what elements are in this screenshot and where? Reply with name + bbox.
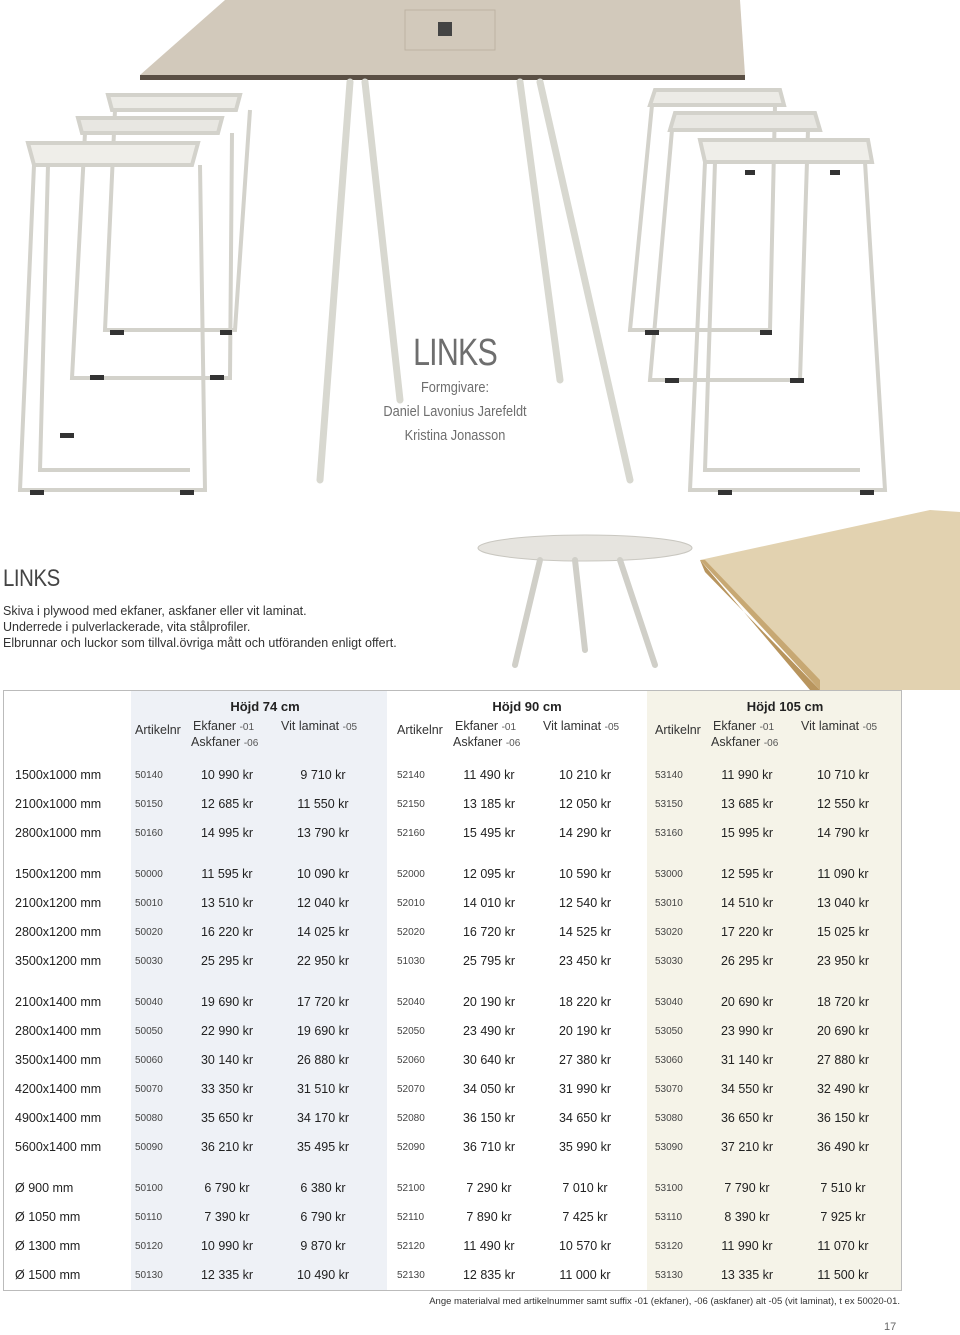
table-row <box>4 790 901 819</box>
artikel-cell: 50070 <box>135 1084 163 1095</box>
vit-laminat-suffix: -05 <box>604 722 620 733</box>
size-cell: 4900x1400 mm <box>15 1111 102 1125</box>
description-line-2: Underrede i pulverlackerade, vita stålprofiler. <box>3 620 251 634</box>
table-row <box>4 1261 901 1290</box>
artikel-cell: 52150 <box>397 799 425 810</box>
size-cell: 5600x1400 mm <box>15 1140 102 1154</box>
size-cell: 4200x1400 mm <box>15 1082 102 1096</box>
artikel-label: Artikelnr <box>397 723 443 737</box>
artikel-cell: 50120 <box>135 1241 163 1252</box>
price-laminate-cell: 20 190 kr <box>558 1024 612 1038</box>
price-table <box>3 690 902 1291</box>
price-laminate-cell: 23 450 kr <box>558 954 612 968</box>
price-veneer-cell: 37 210 kr <box>720 1140 774 1154</box>
description-line-3: Elbrunnar och luckor som tillval.övriga mått och utföranden enligt offert. <box>3 636 397 650</box>
askfaner-label <box>191 735 258 749</box>
artikel-cell: 52140 <box>397 770 425 781</box>
askfaner-suffix: -06 <box>763 738 779 749</box>
artikel-cell: 52080 <box>397 1113 425 1124</box>
artikel-cell: 50110 <box>135 1212 163 1223</box>
price-laminate-cell: 32 490 kr <box>816 1082 870 1096</box>
price-laminate-cell: 19 690 kr <box>296 1024 350 1038</box>
askfaner-label <box>453 735 520 749</box>
price-veneer-cell: 30 140 kr <box>200 1053 254 1067</box>
price-veneer-cell: 31 140 kr <box>720 1053 774 1067</box>
artikel-cell: 52010 <box>397 898 425 909</box>
price-laminate-cell: 11 500 kr <box>817 1268 869 1282</box>
table-row <box>4 1174 901 1203</box>
size-cell: 3500x1200 mm <box>15 954 102 968</box>
artikel-cell: 53070 <box>655 1084 683 1095</box>
price-veneer-cell: 7 390 kr <box>204 1210 250 1224</box>
designer-block <box>360 330 550 448</box>
size-cell: 2800x1200 mm <box>15 925 102 939</box>
price-veneer-cell: 12 335 kr <box>200 1268 254 1282</box>
artikel-cell: 53010 <box>655 898 683 909</box>
price-laminate-cell: 10 490 kr <box>296 1268 350 1282</box>
artikel-cell: 50050 <box>135 1026 163 1037</box>
table-row <box>4 1232 901 1261</box>
price-veneer-cell: 15 995 kr <box>720 826 774 840</box>
price-laminate-cell: 11 070 kr <box>817 1239 869 1253</box>
price-laminate-cell: 7 010 kr <box>562 1181 608 1195</box>
artikel-cell: 52020 <box>397 927 425 938</box>
artikel-cell: 53050 <box>655 1026 683 1037</box>
price-laminate-cell: 34 170 kr <box>296 1111 350 1125</box>
size-cell: 1500x1000 mm <box>15 768 102 782</box>
artikel-cell: 50100 <box>135 1183 163 1194</box>
price-laminate-cell: 31 990 kr <box>558 1082 612 1096</box>
price-veneer-cell: 12 095 kr <box>462 867 516 881</box>
artikel-cell: 53000 <box>655 869 683 880</box>
price-veneer-cell: 11 990 kr <box>721 1239 773 1253</box>
artikel-cell: 53130 <box>655 1270 683 1281</box>
table-row <box>4 860 901 889</box>
artikel-cell: 53080 <box>655 1113 683 1124</box>
price-laminate-cell: 27 380 kr <box>558 1053 612 1067</box>
ekfaner-text: Ekfaner <box>455 719 502 733</box>
artikel-cell: 50090 <box>135 1142 163 1153</box>
artikel-cell: 50060 <box>135 1055 163 1066</box>
ekfaner-suffix: -01 <box>501 722 517 733</box>
price-veneer-cell: 7 890 kr <box>466 1210 512 1224</box>
artikel-cell: 53160 <box>655 828 683 839</box>
price-veneer-cell: 36 710 kr <box>462 1140 516 1154</box>
description <box>3 603 397 651</box>
height-header: Höjd 90 cm <box>492 699 562 714</box>
price-veneer-cell: 11 595 kr <box>201 867 253 881</box>
price-veneer-cell: 30 640 kr <box>462 1053 516 1067</box>
size-cell: 3500x1400 mm <box>15 1053 102 1067</box>
table-row <box>4 918 901 947</box>
price-veneer-cell: 23 990 kr <box>720 1024 774 1038</box>
artikel-cell: 53100 <box>655 1183 683 1194</box>
vit-laminat-suffix: -05 <box>342 722 358 733</box>
height-header: Höjd 105 cm <box>746 699 824 714</box>
price-laminate-cell: 10 590 kr <box>558 867 612 881</box>
ekfaner-label <box>193 719 254 733</box>
artikel-cell: 52070 <box>397 1084 425 1095</box>
price-laminate-cell: 14 790 kr <box>816 826 870 840</box>
table-row <box>4 1046 901 1075</box>
size-cell: 2800x1000 mm <box>15 826 102 840</box>
artikel-cell: 52100 <box>397 1183 425 1194</box>
price-veneer-cell: 11 490 kr <box>463 768 515 782</box>
table-body <box>4 761 901 1290</box>
ekfaner-label <box>455 719 516 733</box>
price-veneer-cell: 20 190 kr <box>462 995 516 1009</box>
table-row <box>4 1017 901 1046</box>
price-veneer-cell: 25 795 kr <box>462 954 516 968</box>
price-laminate-cell: 26 880 kr <box>296 1053 350 1067</box>
artikel-cell: 50020 <box>135 927 163 938</box>
price-veneer-cell: 34 050 kr <box>462 1082 516 1096</box>
price-veneer-cell: 23 490 kr <box>462 1024 516 1038</box>
artikel-cell: 52160 <box>397 828 425 839</box>
description-line-1: Skiva i plywood med ekfaner, askfaner eller vit laminat. <box>3 604 307 618</box>
askfaner-text: Askfaner <box>711 735 764 749</box>
price-laminate-cell: 14 525 kr <box>558 925 612 939</box>
artikel-cell: 53090 <box>655 1142 683 1153</box>
size-cell: Ø 900 mm <box>15 1181 74 1195</box>
artikel-cell: 50000 <box>135 869 163 880</box>
askfaner-text: Askfaner <box>191 735 244 749</box>
vit-laminat-label <box>801 719 877 733</box>
price-laminate-cell: 11 090 kr <box>817 867 869 881</box>
group-gap <box>4 976 901 988</box>
vit-laminat-text: Vit laminat <box>281 719 343 733</box>
artikel-cell: 50140 <box>135 770 163 781</box>
price-veneer-cell: 13 510 kr <box>200 896 254 910</box>
size-cell: Ø 1050 mm <box>15 1210 81 1224</box>
price-laminate-cell: 14 025 kr <box>296 925 350 939</box>
ekfaner-text: Ekfaner <box>193 719 240 733</box>
artikel-cell: 53020 <box>655 927 683 938</box>
artikel-cell: 50160 <box>135 828 163 839</box>
price-veneer-cell: 14 510 kr <box>720 896 774 910</box>
price-laminate-cell: 10 210 kr <box>558 768 612 782</box>
height-header: Höjd 74 cm <box>230 699 300 714</box>
table-row <box>4 761 901 790</box>
price-veneer-cell: 10 990 kr <box>200 768 254 782</box>
size-cell: 2100x1400 mm <box>15 995 102 1009</box>
table-row <box>4 889 901 918</box>
artikel-cell: 53120 <box>655 1241 683 1252</box>
vit-laminat-label <box>281 719 357 733</box>
price-veneer-cell: 6 790 kr <box>204 1181 250 1195</box>
stools-right <box>630 90 885 490</box>
table-row <box>4 1075 901 1104</box>
price-laminate-cell: 18 220 kr <box>558 995 612 1009</box>
round-table <box>478 535 692 665</box>
page-number: 17 <box>884 1321 897 1333</box>
price-veneer-cell: 11 990 kr <box>721 768 773 782</box>
price-laminate-cell: 9 870 kr <box>300 1239 346 1253</box>
artikel-cell: 52040 <box>397 997 425 1008</box>
price-veneer-cell: 19 690 kr <box>200 995 254 1009</box>
artikel-cell: 52000 <box>397 869 425 880</box>
price-veneer-cell: 36 650 kr <box>720 1111 774 1125</box>
artikel-cell: 52130 <box>397 1270 425 1281</box>
size-cell: 2100x1000 mm <box>15 797 102 811</box>
artikel-cell: 52120 <box>397 1241 425 1252</box>
table-row <box>4 1104 901 1133</box>
size-cell: 2100x1200 mm <box>15 896 102 910</box>
price-laminate-cell: 7 925 kr <box>820 1210 866 1224</box>
price-laminate-cell: 7 510 kr <box>820 1181 866 1195</box>
price-laminate-cell: 34 650 kr <box>558 1111 612 1125</box>
price-laminate-cell: 6 790 kr <box>300 1210 346 1224</box>
price-veneer-cell: 12 685 kr <box>200 797 254 811</box>
price-laminate-cell: 31 510 kr <box>296 1082 350 1096</box>
section-title: LINKS <box>3 565 60 592</box>
artikel-cell: 50130 <box>135 1270 163 1281</box>
price-laminate-cell: 13 040 kr <box>816 896 870 910</box>
price-veneer-cell: 22 990 kr <box>200 1024 254 1038</box>
price-laminate-cell: 12 050 kr <box>558 797 612 811</box>
price-laminate-cell: 35 495 kr <box>296 1140 350 1154</box>
vit-laminat-text: Vit laminat <box>543 719 605 733</box>
artikel-cell: 52050 <box>397 1026 425 1037</box>
size-cell: Ø 1300 mm <box>15 1239 81 1253</box>
price-veneer-cell: 7 290 kr <box>466 1181 512 1195</box>
artikel-cell: 52090 <box>397 1142 425 1153</box>
vit-laminat-text: Vit laminat <box>801 719 863 733</box>
price-veneer-cell: 7 790 kr <box>724 1181 770 1195</box>
artikel-cell: 53040 <box>655 997 683 1008</box>
price-laminate-cell: 12 540 kr <box>558 896 612 910</box>
price-veneer-cell: 36 210 kr <box>200 1140 254 1154</box>
price-laminate-cell: 7 425 kr <box>562 1210 608 1224</box>
artikel-cell: 53140 <box>655 770 683 781</box>
ekfaner-suffix: -01 <box>759 722 775 733</box>
artikel-label: Artikelnr <box>655 723 701 737</box>
price-laminate-cell: 27 880 kr <box>816 1053 870 1067</box>
price-laminate-cell: 15 025 kr <box>816 925 870 939</box>
ekfaner-text: Ekfaner <box>713 719 760 733</box>
price-laminate-cell: 36 490 kr <box>816 1140 870 1154</box>
price-veneer-cell: 16 720 kr <box>462 925 516 939</box>
designer-name-2: Kristina Jonasson <box>404 427 506 444</box>
askfaner-suffix: -06 <box>243 738 259 749</box>
ekfaner-suffix: -01 <box>239 722 255 733</box>
price-veneer-cell: 25 295 kr <box>200 954 254 968</box>
group-gap <box>4 848 901 860</box>
price-veneer-cell: 33 350 kr <box>200 1082 254 1096</box>
stools-left <box>20 95 250 490</box>
vit-laminat-label <box>543 719 619 733</box>
price-veneer-cell: 13 685 kr <box>720 797 774 811</box>
table-row <box>4 1133 901 1162</box>
price-veneer-cell: 20 690 kr <box>720 995 774 1009</box>
price-veneer-cell: 8 390 kr <box>724 1210 770 1224</box>
price-laminate-cell: 20 690 kr <box>816 1024 870 1038</box>
price-laminate-cell: 11 000 kr <box>559 1268 611 1282</box>
askfaner-suffix: -06 <box>505 738 521 749</box>
artikel-cell: 53150 <box>655 799 683 810</box>
artikel-cell: 50150 <box>135 799 163 810</box>
price-veneer-cell: 26 295 kr <box>720 954 774 968</box>
artikel-cell: 50010 <box>135 898 163 909</box>
price-veneer-cell: 10 990 kr <box>200 1239 254 1253</box>
askfaner-label <box>711 735 778 749</box>
size-cell: 1500x1200 mm <box>15 867 102 881</box>
plywood-sample <box>700 510 960 690</box>
price-laminate-cell: 9 710 kr <box>300 768 346 782</box>
price-laminate-cell: 6 380 kr <box>300 1181 346 1195</box>
price-veneer-cell: 16 220 kr <box>200 925 254 939</box>
product-title: LINKS <box>413 332 497 374</box>
price-veneer-cell: 17 220 kr <box>720 925 774 939</box>
price-veneer-cell: 13 335 kr <box>720 1268 774 1282</box>
size-cell: Ø 1500 mm <box>15 1268 81 1282</box>
price-veneer-cell: 12 595 kr <box>720 867 774 881</box>
table-row <box>4 819 901 848</box>
price-laminate-cell: 12 040 kr <box>296 896 350 910</box>
price-laminate-cell: 10 570 kr <box>558 1239 612 1253</box>
price-veneer-cell: 14 010 kr <box>462 896 516 910</box>
artikel-cell: 53110 <box>655 1212 683 1223</box>
price-laminate-cell: 12 550 kr <box>816 797 870 811</box>
price-laminate-cell: 13 790 kr <box>296 826 350 840</box>
price-laminate-cell: 23 950 kr <box>816 954 870 968</box>
price-veneer-cell: 12 835 kr <box>462 1268 516 1282</box>
price-veneer-cell: 14 995 kr <box>200 826 254 840</box>
price-laminate-cell: 10 090 kr <box>296 867 350 881</box>
price-laminate-cell: 36 150 kr <box>816 1111 870 1125</box>
price-laminate-cell: 35 990 kr <box>558 1140 612 1154</box>
price-veneer-cell: 15 495 kr <box>462 826 516 840</box>
footnote: Ange materialval med artikelnummer samt suffix -01 (ekfaner), -06 (askfaner) alt -05 (vit laminat), t ex 50020-01. <box>429 1296 900 1307</box>
artikel-cell: 51030 <box>397 956 425 967</box>
price-veneer-cell: 35 650 kr <box>200 1111 254 1125</box>
price-veneer-cell: 36 150 kr <box>462 1111 516 1125</box>
price-laminate-cell: 14 290 kr <box>558 826 612 840</box>
price-veneer-cell: 11 490 kr <box>463 1239 515 1253</box>
group-gap <box>4 1162 901 1174</box>
price-laminate-cell: 17 720 kr <box>296 995 350 1009</box>
price-laminate-cell: 18 720 kr <box>816 995 870 1009</box>
price-laminate-cell: 22 950 kr <box>296 954 350 968</box>
price-laminate-cell: 11 550 kr <box>297 797 349 811</box>
table-top <box>140 0 745 75</box>
table-row <box>4 988 901 1017</box>
designer-name-1: Daniel Lavonius Jarefeldt <box>383 403 527 420</box>
ekfaner-label <box>713 719 774 733</box>
size-cell: 2800x1400 mm <box>15 1024 102 1038</box>
artikel-cell: 50030 <box>135 956 163 967</box>
table-row <box>4 1203 901 1232</box>
designer-label: Formgivare: <box>420 379 490 396</box>
table-header <box>4 691 901 761</box>
artikel-label: Artikelnr <box>135 723 181 737</box>
artikel-cell: 52060 <box>397 1055 425 1066</box>
artikel-cell: 53030 <box>655 956 683 967</box>
table-row <box>4 947 901 976</box>
artikel-cell: 50080 <box>135 1113 163 1124</box>
artikel-cell: 52110 <box>397 1212 425 1223</box>
artikel-cell: 50040 <box>135 997 163 1008</box>
price-laminate-cell: 10 710 kr <box>816 768 870 782</box>
price-veneer-cell: 13 185 kr <box>462 797 516 811</box>
artikel-cell: 53060 <box>655 1055 683 1066</box>
price-veneer-cell: 34 550 kr <box>720 1082 774 1096</box>
vit-laminat-suffix: -05 <box>862 722 878 733</box>
askfaner-text: Askfaner <box>453 735 506 749</box>
